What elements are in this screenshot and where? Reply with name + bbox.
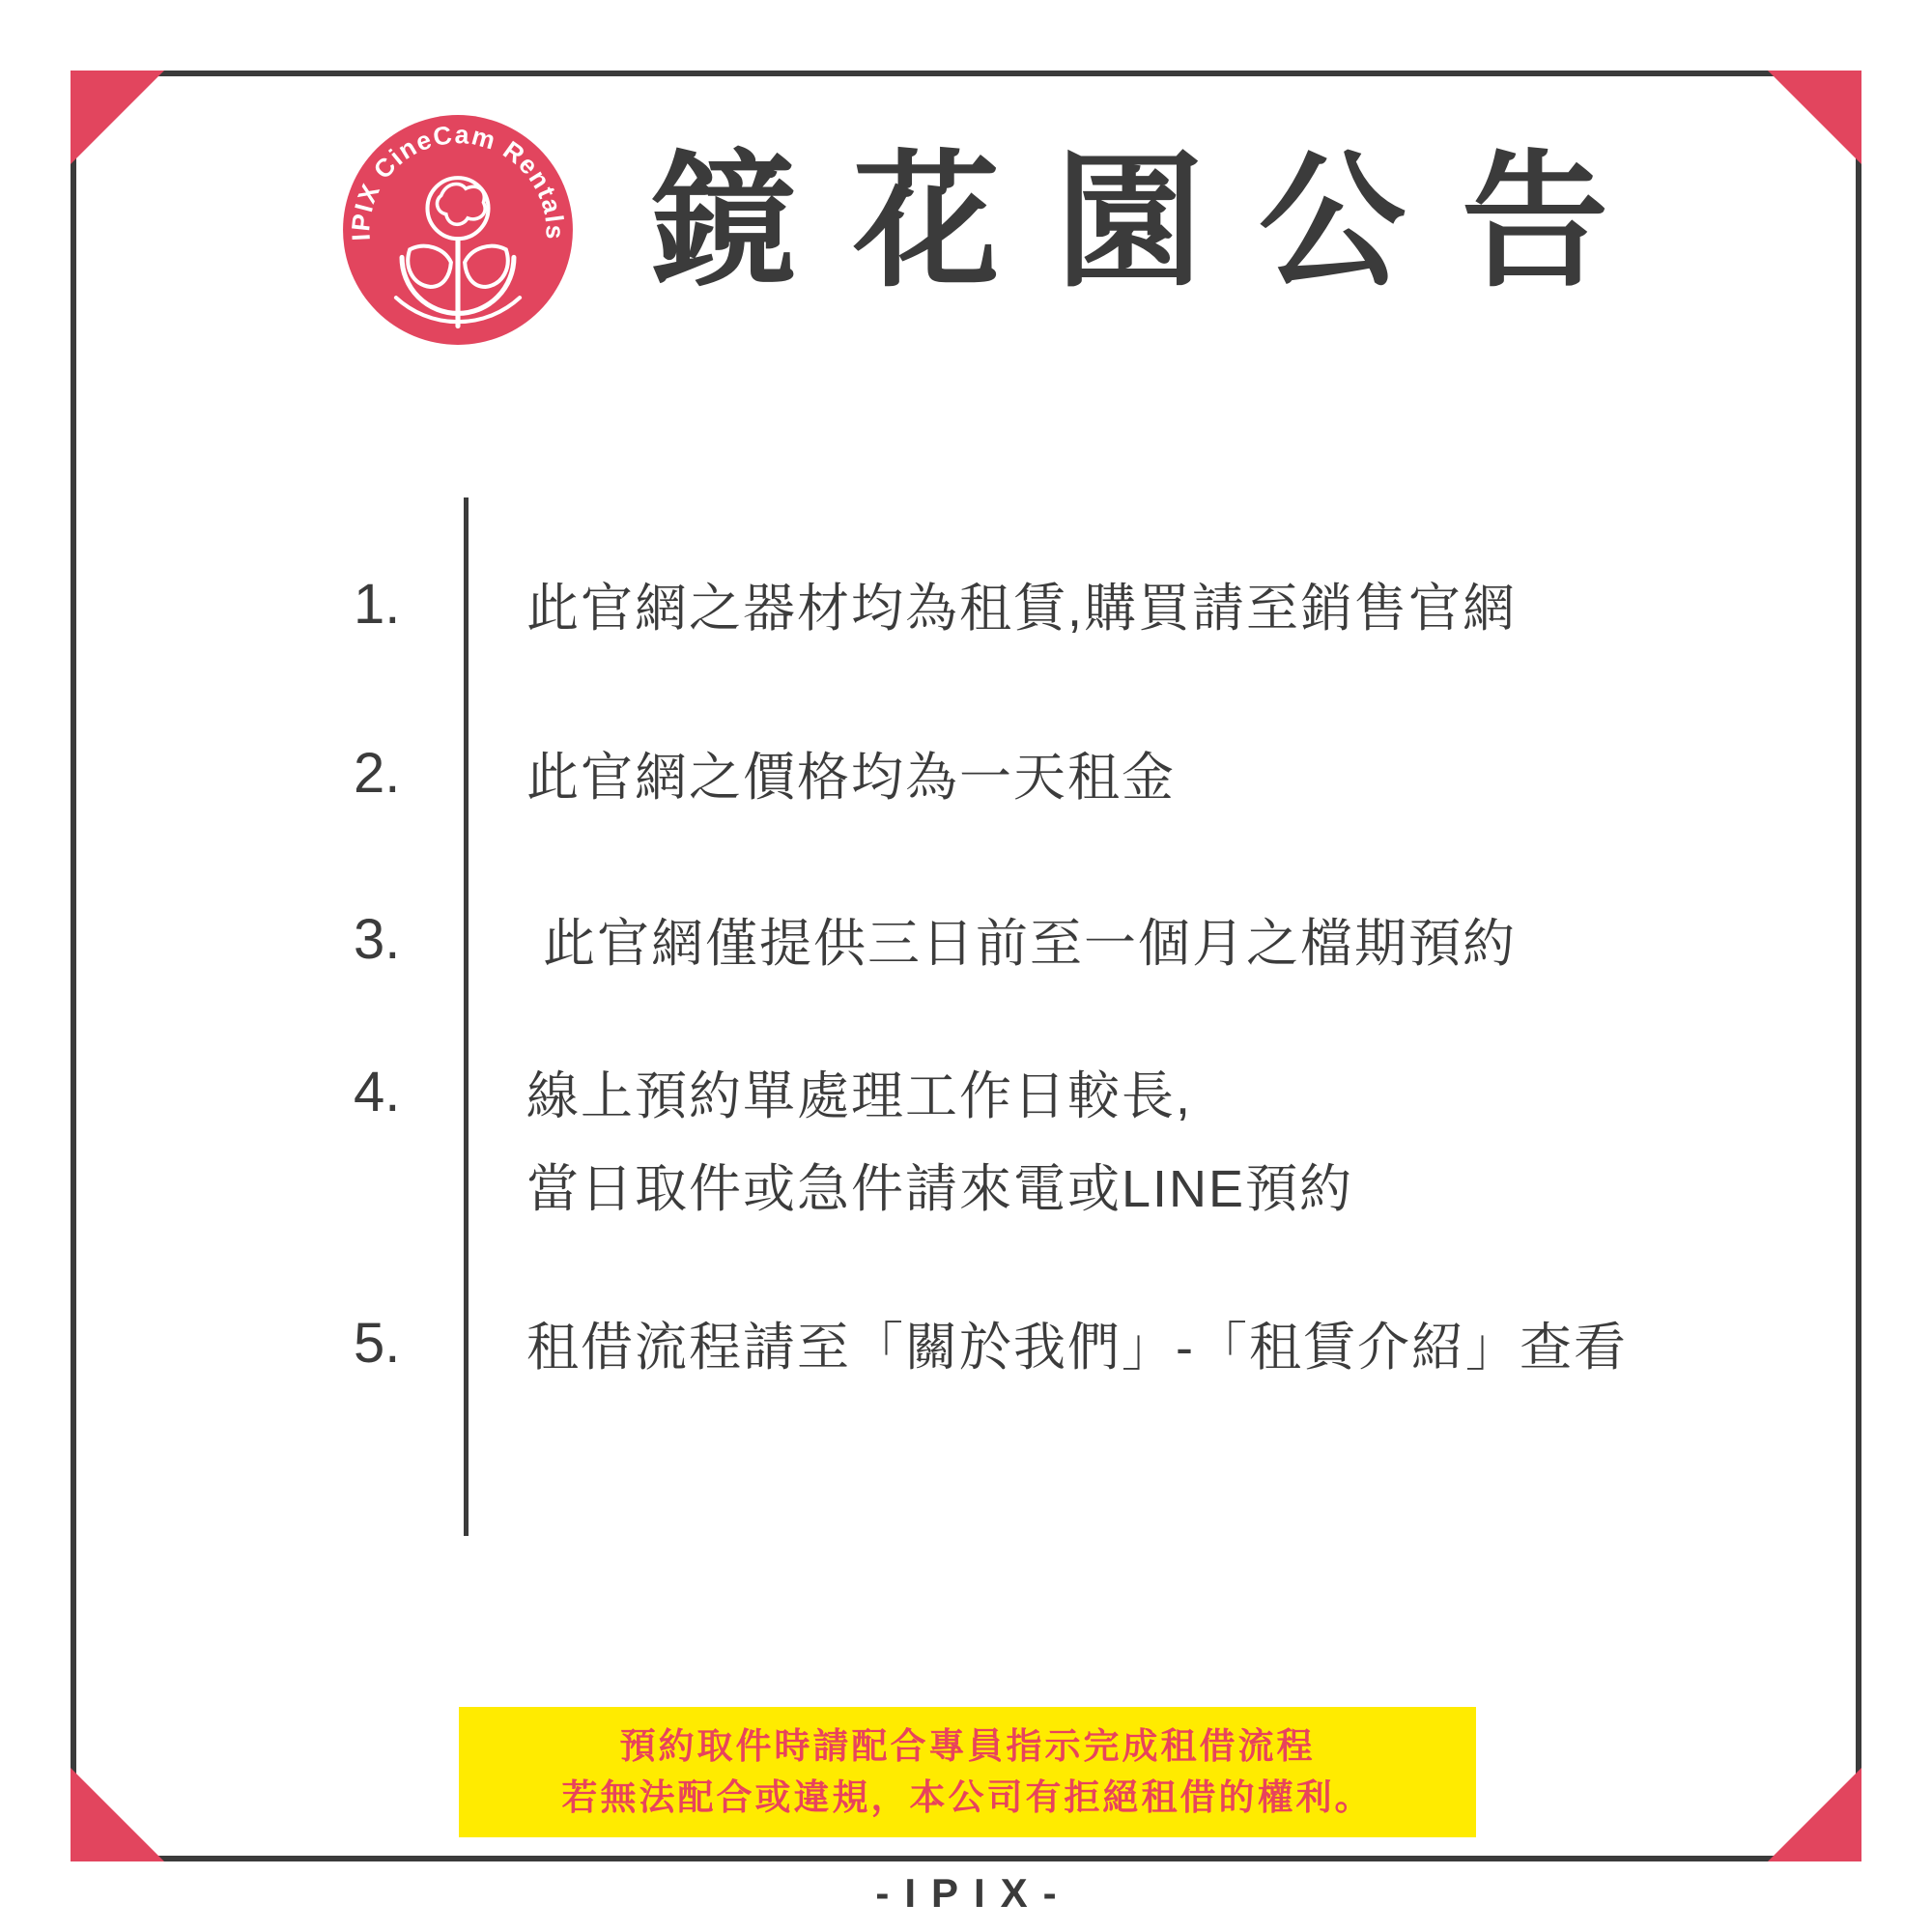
page-title: 鏡花園公告 [650,140,1664,304]
corner-triangle-top-left [71,71,164,164]
warning-banner [459,1707,1476,1837]
list-number-5: 5. [354,1311,401,1375]
corner-triangle-bottom-left [71,1768,164,1861]
list-number-3: 3. [354,907,401,971]
warning-banner-line1: 預約取件時請配合專員指示完成租借流程 [619,1726,1316,1767]
warning-banner-line2: 若無法配合或違規，本公司有拒絕租借的權利。 [561,1776,1374,1817]
list-item-5-text: 租借流程請至「關於我們」-「租賃介紹」查看 [526,1318,1628,1377]
list-number-2: 2. [354,741,401,805]
corner-triangle-bottom-right [1768,1768,1861,1861]
list-number-4: 4. [354,1060,401,1123]
list-divider-line [464,497,469,1536]
list-item-3-text: 此官網僅提供三日前至一個月之檔期預約 [526,914,1518,973]
footer-brand: -IPIX- [875,1870,1072,1916]
list-item-1-text: 此官網之器材均為租賃,購買請至銷售官網 [526,579,1518,638]
list-item-2-text: 此官網之價格均為一天租金 [526,748,1176,807]
logo-ring-text: IPIX CineCam Rentals [346,120,570,242]
brand-logo [340,112,576,348]
list-item-4-text-line2: 當日取件或急件請來電或LINE預約 [526,1159,1354,1218]
list-item-4-text-line1: 線上預約單處理工作日較長, [526,1066,1193,1125]
corner-triangle-top-right [1768,71,1861,164]
list-number-1: 1. [354,572,401,636]
